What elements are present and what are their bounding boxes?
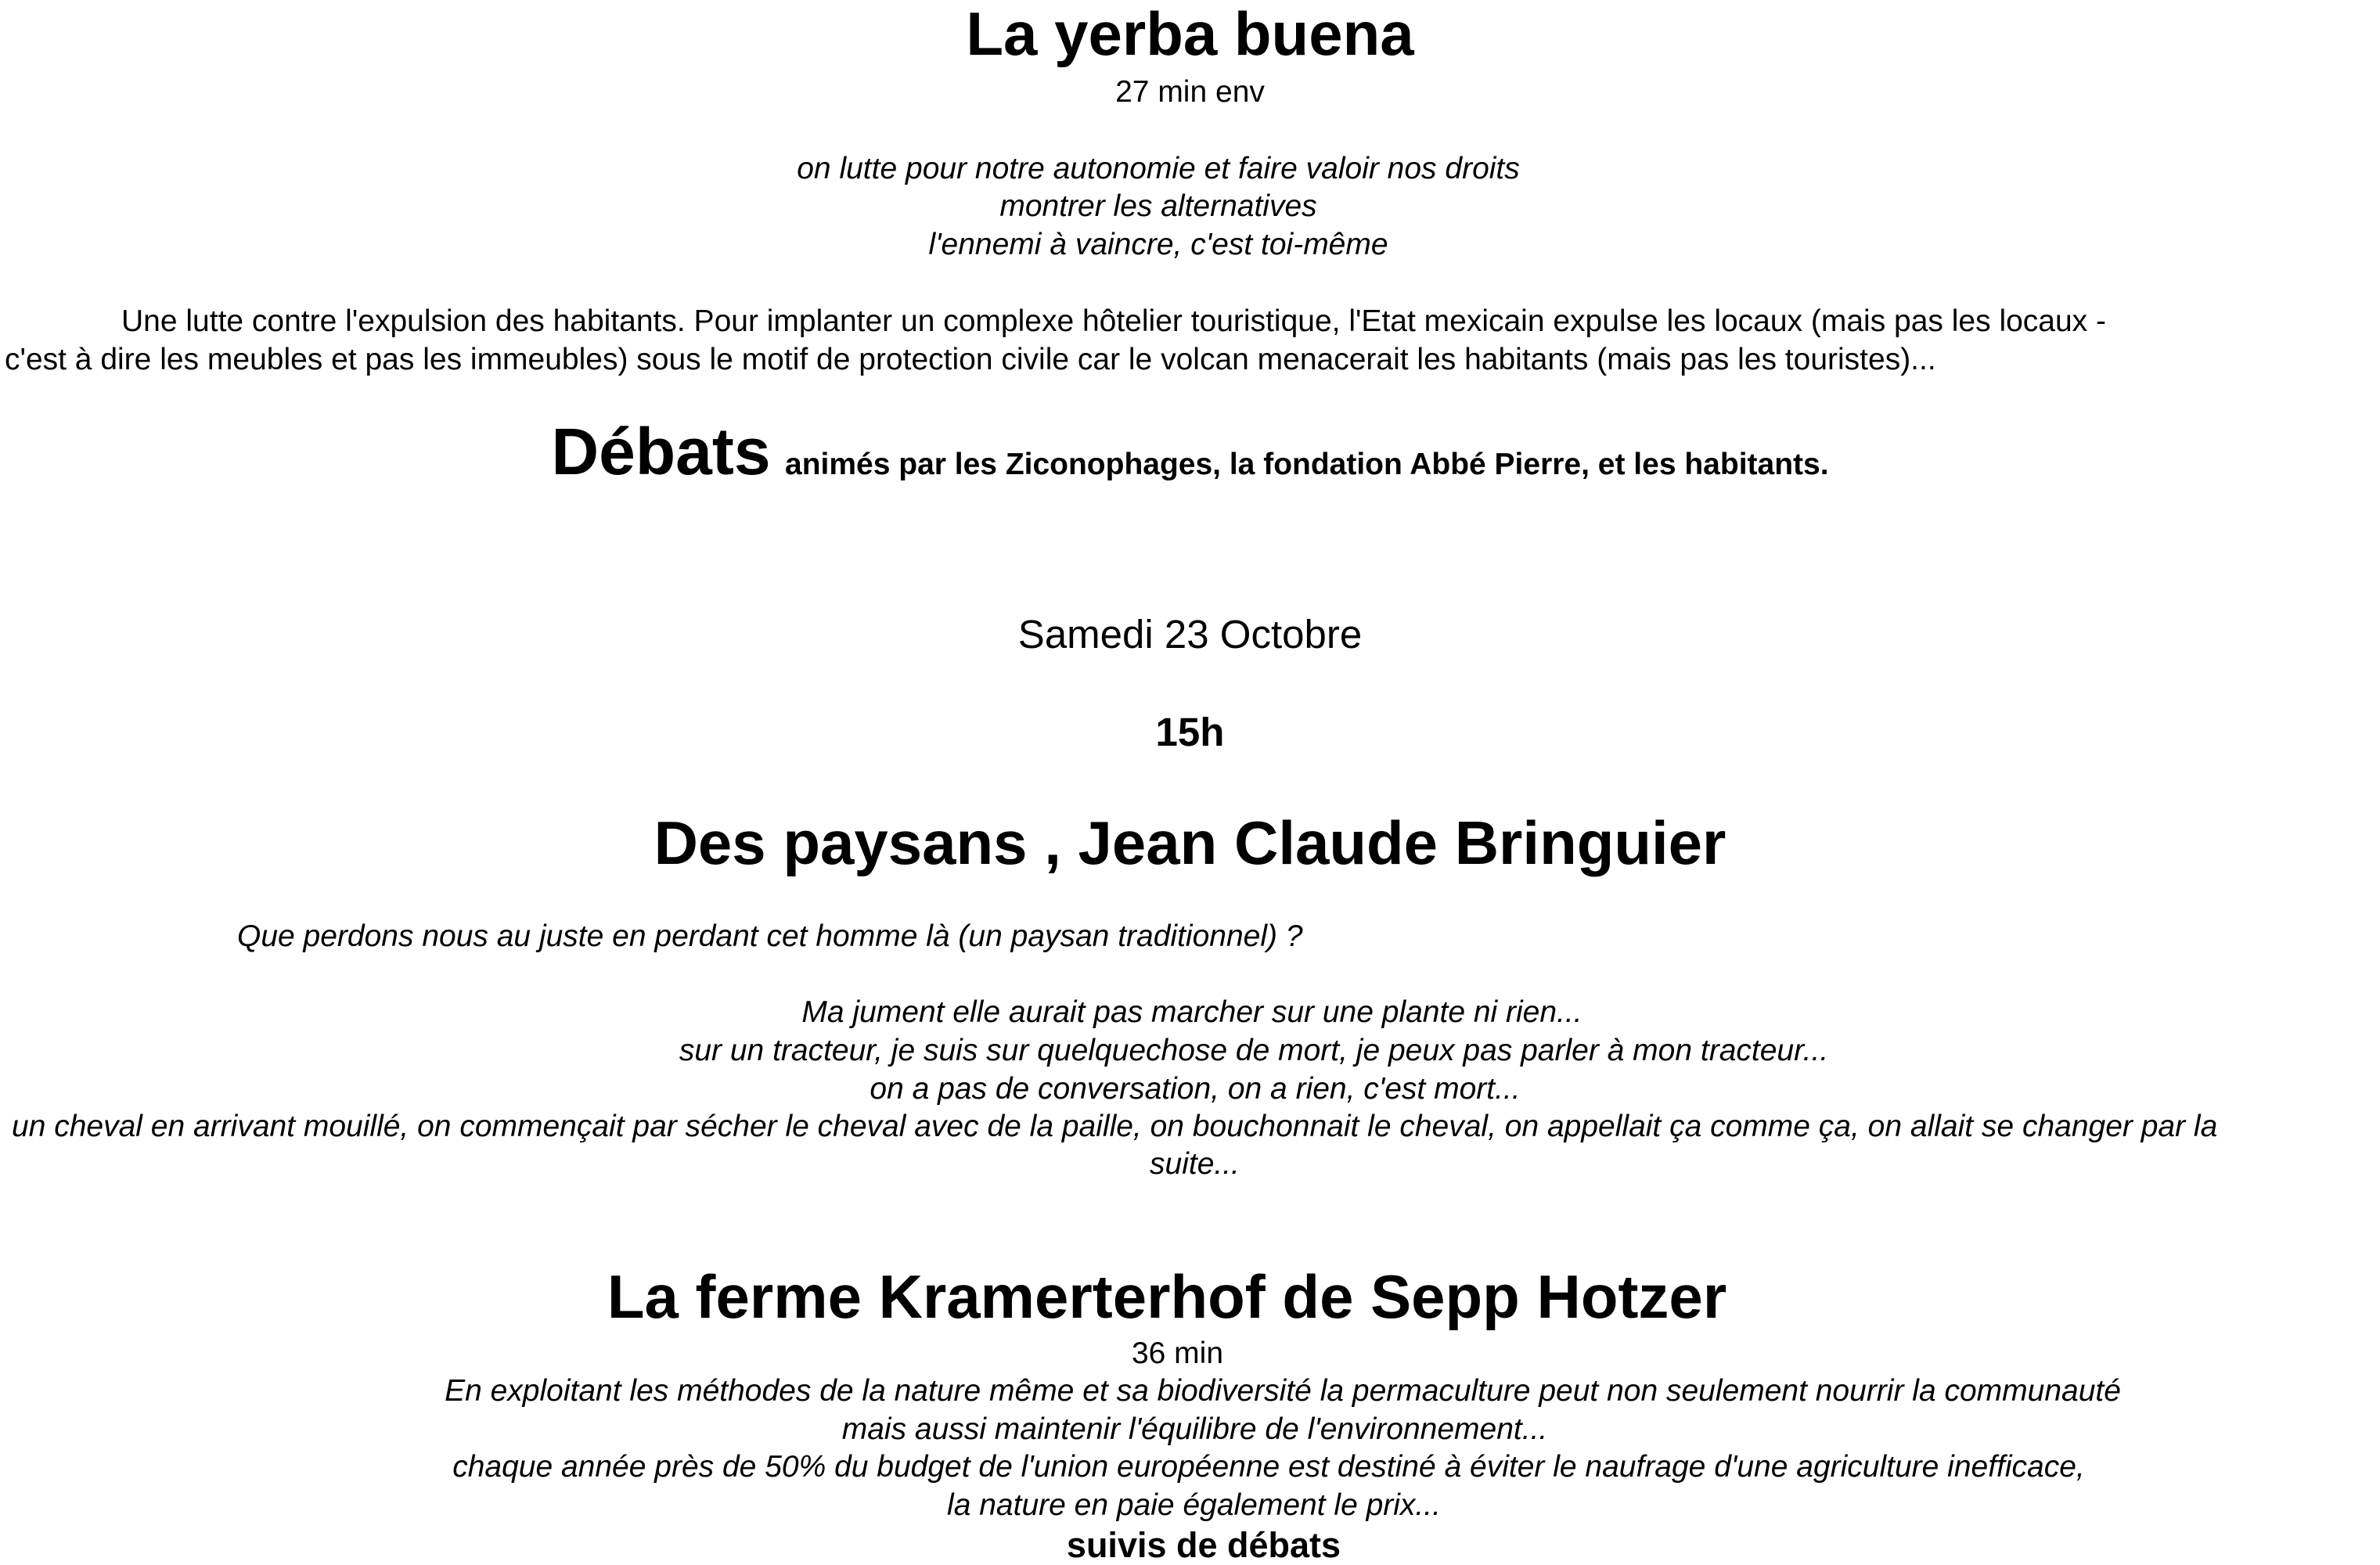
ferme-followup: suivis de débats xyxy=(1066,1525,1341,1565)
yerba-duration: 27 min env xyxy=(1115,75,1265,109)
ferme-description-line-3: chaque année près de 50% du budget de l'union européenne est destiné à éviter le naufrage d'une agriculture inefficace, xyxy=(452,1450,2085,1484)
yerba-quote-line-1: on lutte pour notre autonomie et faire valoir nos droits xyxy=(797,152,1520,185)
paysans-quote-line-3: on a pas de conversation, on a rien, c'est mort... xyxy=(870,1072,1521,1106)
paysans-quote-line-1: Ma jument elle aurait pas marcher sur une plante ni rien... xyxy=(801,995,1582,1029)
debats-detail: animés par les Ziconophages, la fondation Abbé Pierre, et les habitants. xyxy=(785,448,1829,481)
ferme-duration: 36 min xyxy=(1131,1337,1224,1370)
debats-title: Débats xyxy=(551,415,771,488)
yerba-quote-line-2: montrer les alternatives xyxy=(999,189,1317,223)
paysans-title: Des paysans , Jean Claude Bringuier xyxy=(654,808,1726,877)
paysans-quote-line-5: suite... xyxy=(1150,1147,1240,1181)
schedule-date: Samedi 23 Octobre xyxy=(1017,612,1363,657)
ferme-description-line-2: mais aussi maintenir l'équilibre de l'environnement... xyxy=(841,1412,1548,1446)
ferme-description-line-4: la nature en paie également le prix... xyxy=(947,1488,1441,1522)
yerba-title: La yerba buena xyxy=(966,0,1414,68)
paysans-quote-line-2: sur un tracteur, je suis sur quelquechose de mort, je peux pas parler à mon tracteur... xyxy=(679,1034,1829,1067)
paysans-quote-line-4: un cheval en arrivant mouillé, on commençait par sécher le cheval avec de la paille, on bouchonnait le cheval, on appellait ça comme ça, on allait se changer par la xyxy=(12,1110,2218,1143)
schedule-hour: 15h xyxy=(1155,710,1225,754)
yerba-description-line-1: Une lutte contre l'expulsion des habitants. Pour implanter un complexe hôtelier touristique, l'Etat mexicain expulse les locaux (mais pas les locaux - xyxy=(121,304,2107,338)
ferme-description-line-1: En exploitant les méthodes de la nature même et sa biodiversité la permaculture peut non seulement nourrir la communauté xyxy=(445,1374,2121,1408)
paysans-question: Que perdons nous au juste en perdant cet homme là (un paysan traditionnel) ? xyxy=(237,919,1303,953)
ferme-title: La ferme Kramerterhof de Sepp Hotzer xyxy=(607,1262,1727,1331)
yerba-quote-line-3: l'ennemi à vaincre, c'est toi-même xyxy=(928,228,1388,261)
debats-heading xyxy=(0,415,2380,488)
yerba-description-line-2: c'est à dire les meubles et pas les immeubles) sous le motif de protection civile car le volcan menacerait les habitants (mais pas les touristes)... xyxy=(5,343,1936,376)
